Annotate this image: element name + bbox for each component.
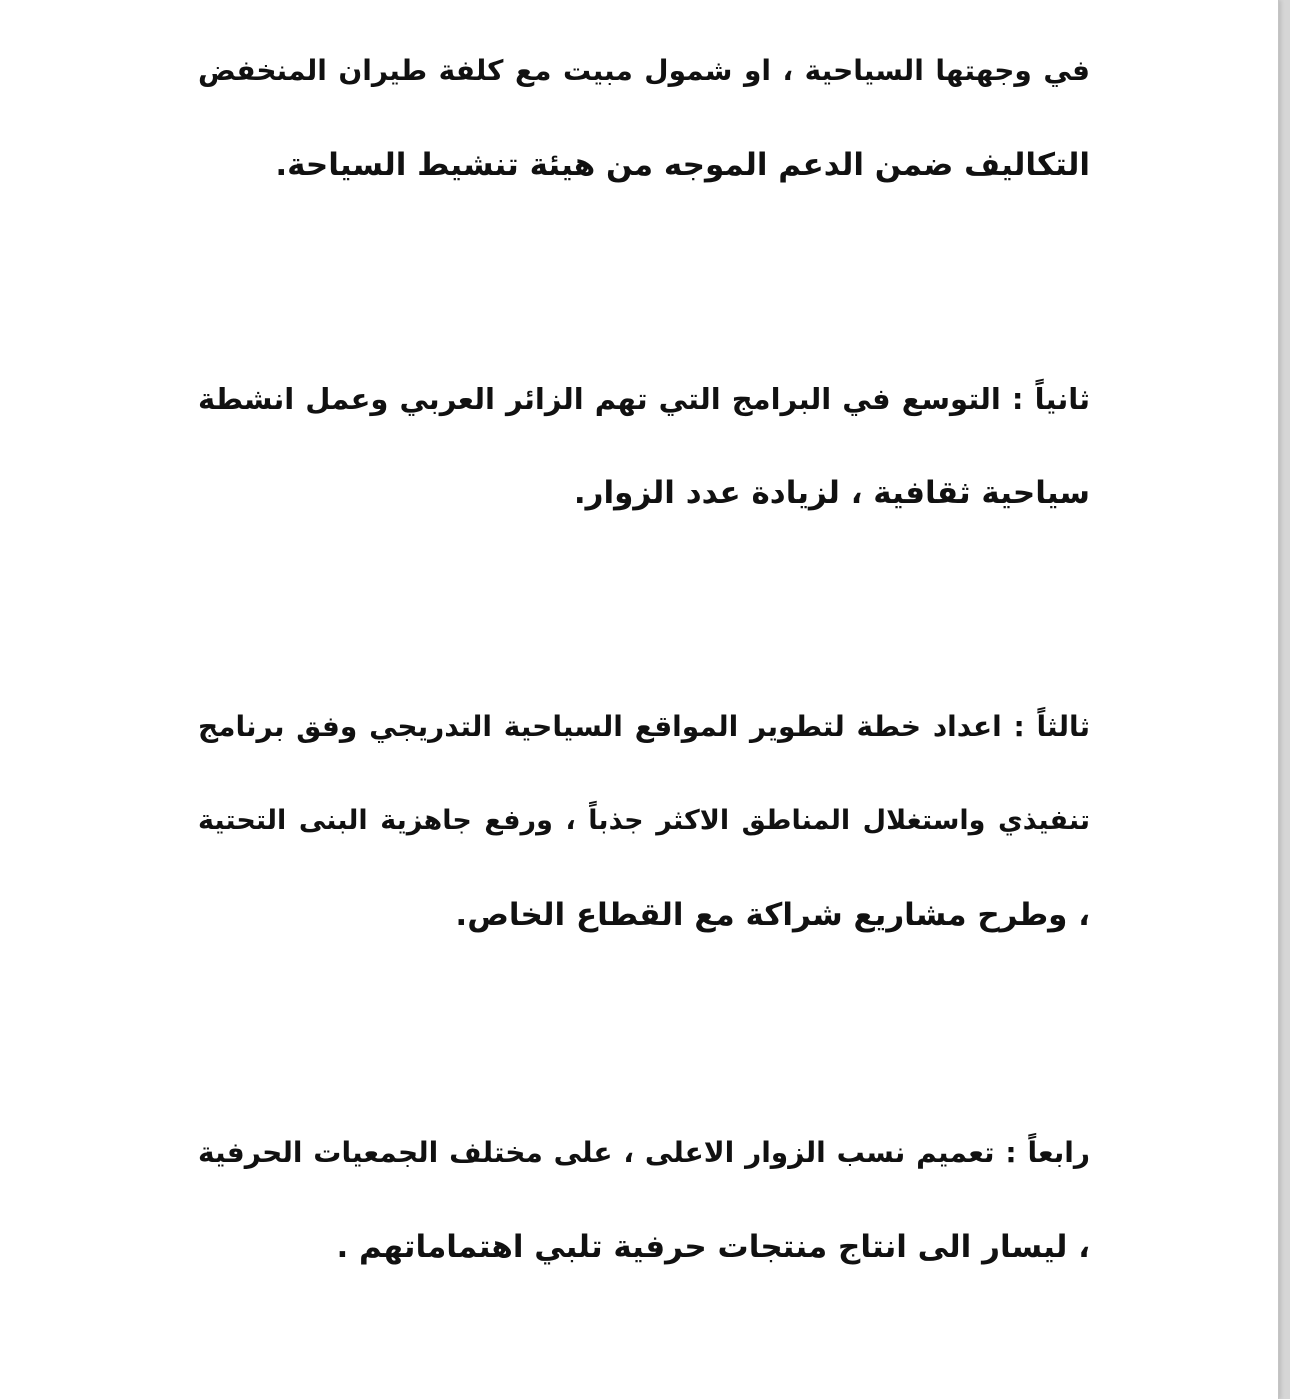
paragraph-line: ، ليسار الى انتاج منتجات حرفية تلبي اهتماماتهم . — [336, 1229, 1090, 1265]
paragraph-line: ثالثاً : اعداد خطة لتطوير المواقع السياحية التدريجي وفق برنامج — [198, 710, 1090, 743]
paragraph-line: ، وطرح مشاريع شراكة مع القطاع الخاص. — [455, 897, 1090, 933]
paragraph-continuation — [198, 24, 1090, 212]
paragraph-fourth — [198, 1106, 1090, 1294]
paragraph-line: التكاليف ضمن الدعم الموجه من هيئة تنشيط السياحة. — [275, 147, 1090, 183]
paragraph-line: سياحية ثقافية ، لزيادة عدد الزوار. — [573, 475, 1090, 511]
paragraph-second — [198, 352, 1090, 540]
paragraph-line: رابعاً : تعميم نسب الزوار الاعلى ، على مختلف الجمعيات الحرفية — [198, 1136, 1090, 1169]
paragraph-third — [198, 680, 1090, 962]
paragraph-line: في وجهتها السياحية ، او شمول مبيت مع كلفة طيران المنخفض — [198, 54, 1090, 87]
paragraph-line: ثانياً : التوسع في البرامج التي تهم الزائر العربي وعمل انشطة — [198, 382, 1090, 416]
paragraph-line: تنفيذي واستغلال المناطق الاكثر جذباً ، ورفع جاهزية البنى التحتية — [198, 805, 1090, 836]
